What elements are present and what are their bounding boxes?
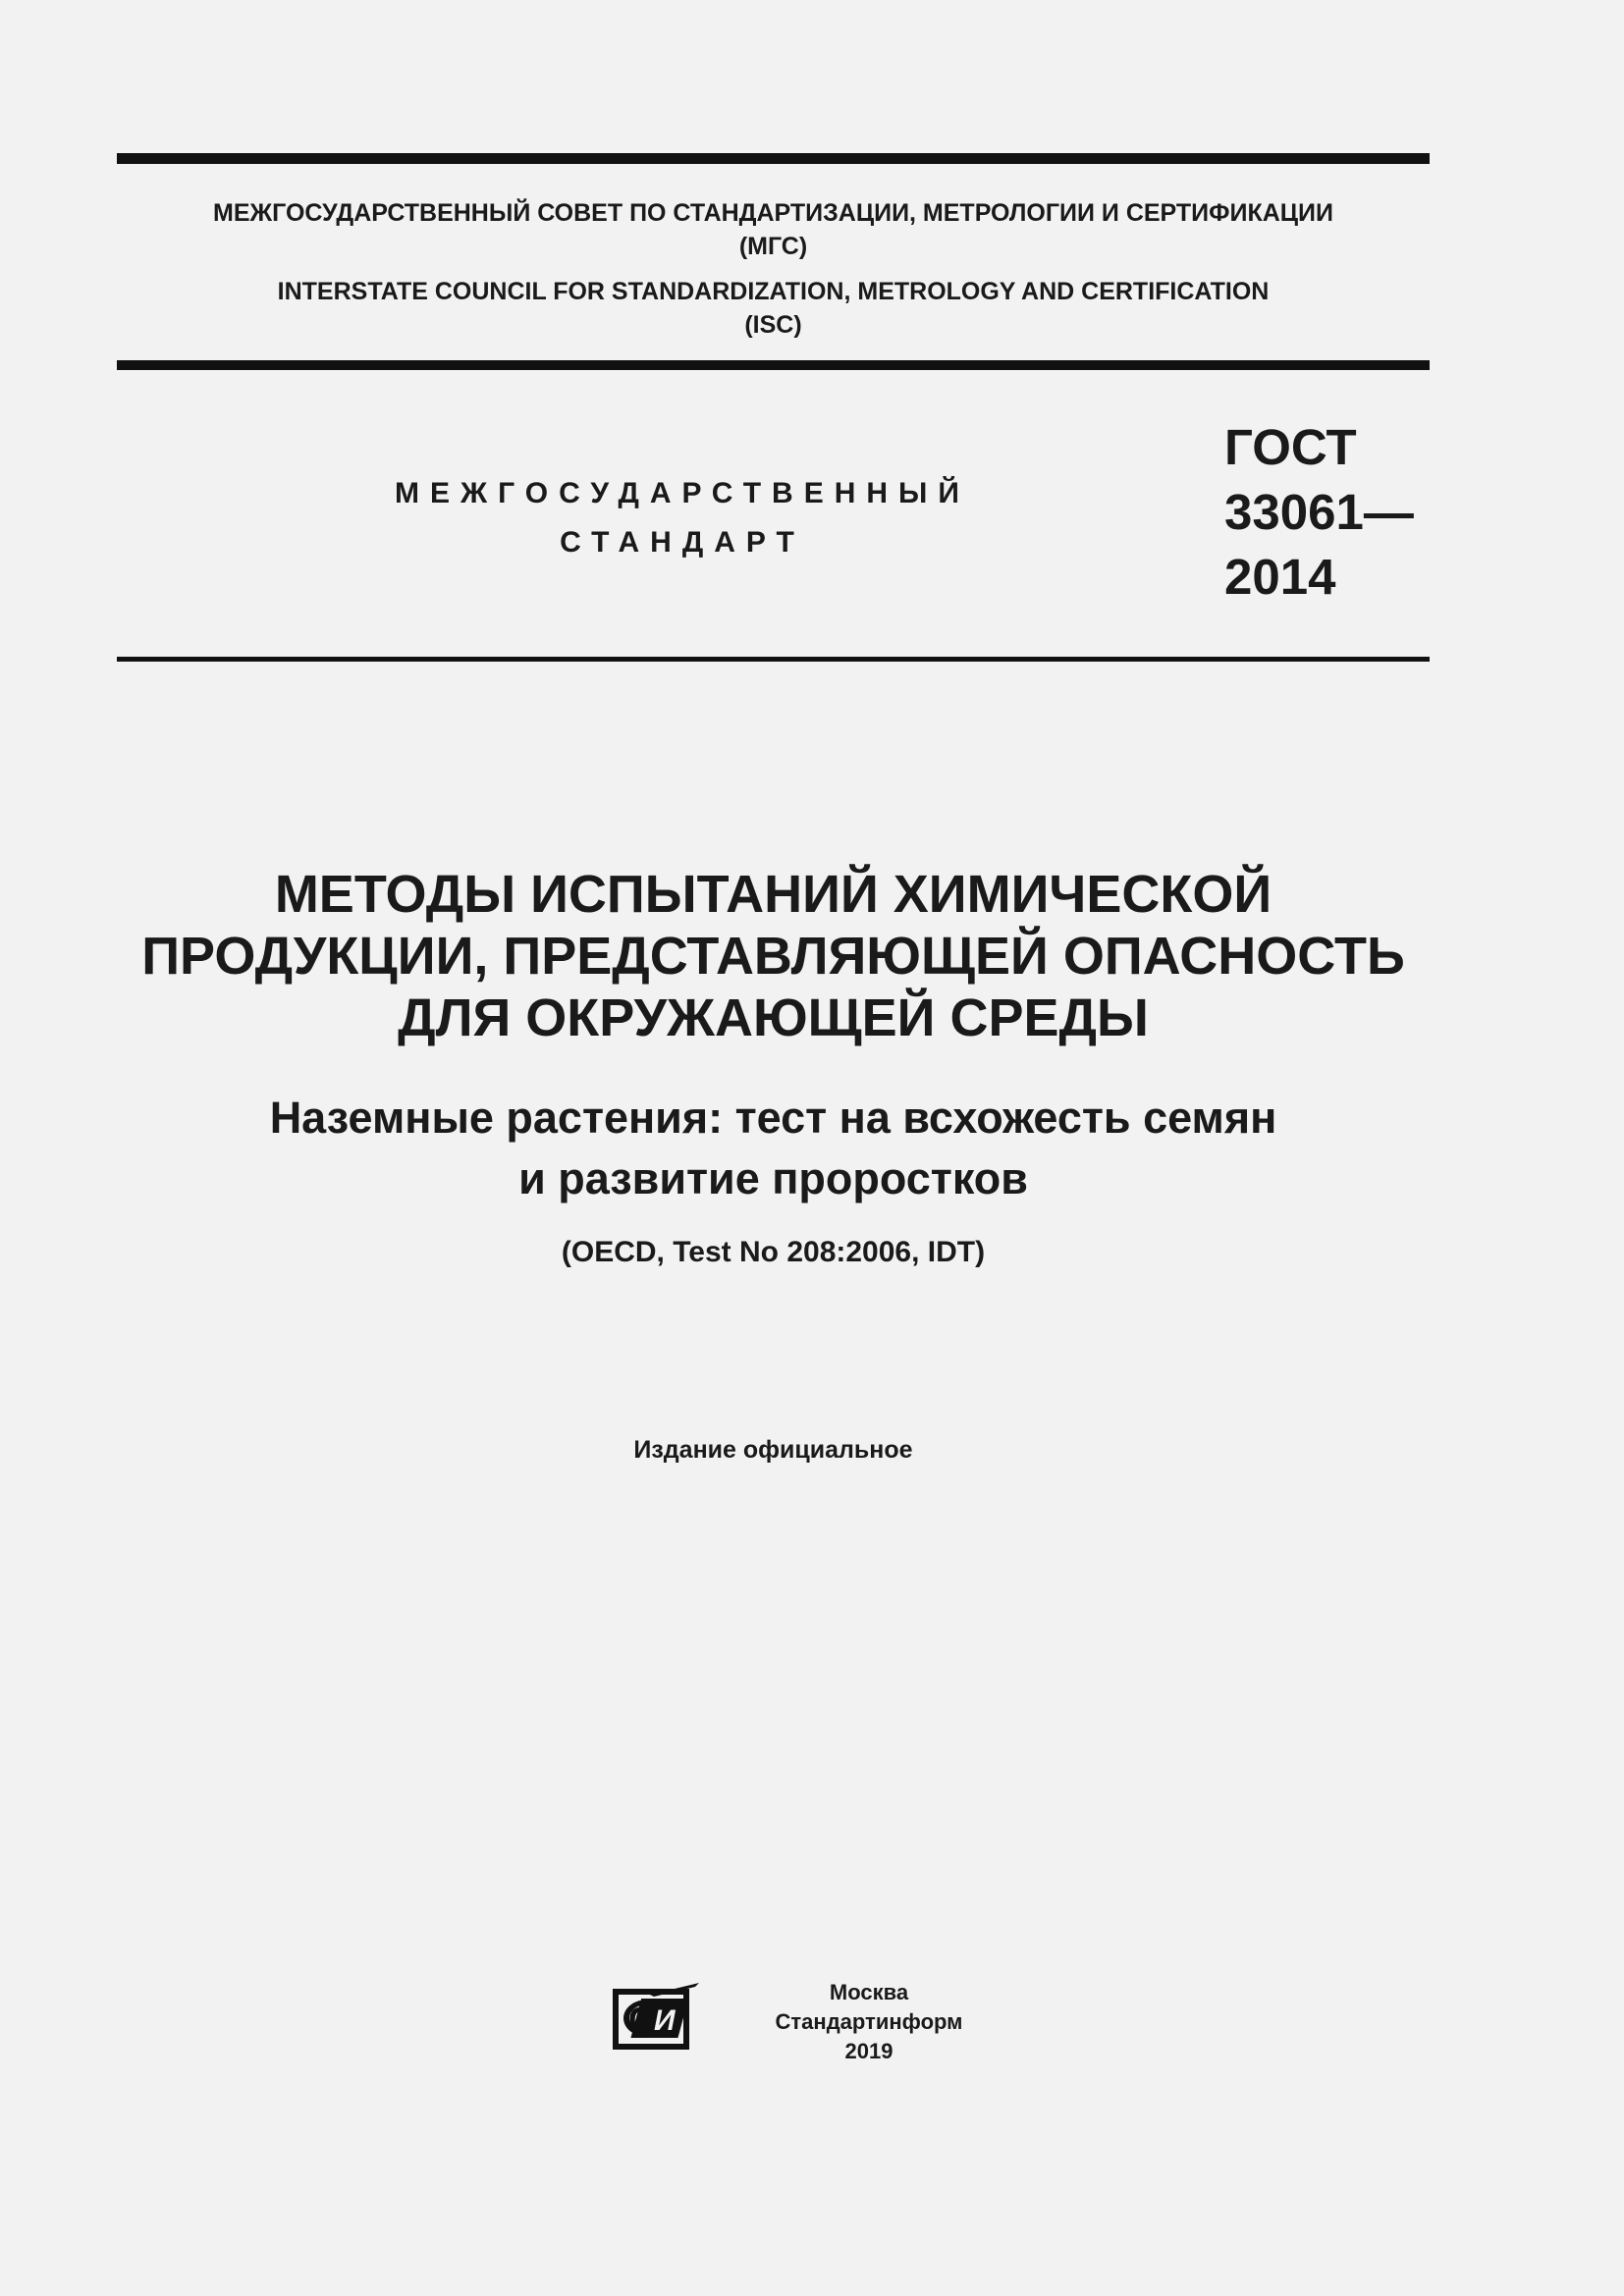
gost-number (1224, 415, 1414, 610)
council-ru-line1: МЕЖГОСУДАРСТВЕННЫЙ СОВЕТ ПО СТАНДАРТИЗАЦИИ, МЕТРОЛОГИИ И СЕРТИФИКАЦИИ (213, 199, 1333, 227)
svg-text:И: И (654, 2004, 676, 2037)
oecd-reference: (OECD, Test No 208:2006, IDT) (561, 1236, 986, 1268)
document-title (117, 864, 1430, 1049)
edition-label: Издание официальное (633, 1436, 913, 1464)
top-rule (117, 153, 1430, 164)
standard-type-line1: МЕЖГОСУДАРСТВЕННЫЙ (395, 477, 970, 509)
council-en-line2: (ISC) (744, 311, 802, 339)
title-line3: ДЛЯ ОКРУЖАЮЩЕЙ СРЕДЫ (398, 988, 1149, 1047)
document-subtitle (117, 1088, 1430, 1209)
publisher-name: Стандартинформ (775, 2009, 963, 2034)
standard-type (295, 469, 1070, 567)
middle-rule (117, 360, 1430, 370)
publisher-city: Москва (829, 1980, 909, 2004)
publisher-block (727, 1978, 1011, 2066)
publisher-year: 2019 (844, 2039, 893, 2063)
title-line2: ПРОДУКЦИИ, ПРЕДСТАВЛЯЮЩЕЙ ОПАСНОСТЬ (141, 927, 1405, 986)
standard-type-line2: СТАНДАРТ (560, 526, 805, 559)
subtitle-line1: Наземные растения: тест на всхожесть семян (269, 1093, 1277, 1143)
council-ru-line2: (МГС) (738, 233, 808, 260)
subtitle-line2: и развитие проростков (518, 1153, 1028, 1203)
lower-rule (117, 657, 1430, 662)
gost-line3: 2014 (1224, 549, 1336, 605)
council-name-ru (117, 196, 1430, 263)
council-name-en (117, 275, 1430, 342)
standartinform-logo-icon (611, 1981, 704, 2055)
council-en-line1: INTERSTATE COUNCIL FOR STANDARDIZATION, METROLOGY AND CERTIFICATION (277, 278, 1270, 305)
gost-line1: ГОСТ (1224, 419, 1357, 475)
gost-line2: 33061— (1224, 484, 1414, 540)
title-line1: МЕТОДЫ ИСПЫТАНИЙ ХИМИЧЕСКОЙ (274, 865, 1272, 924)
svg-text:С: С (628, 2000, 654, 2040)
